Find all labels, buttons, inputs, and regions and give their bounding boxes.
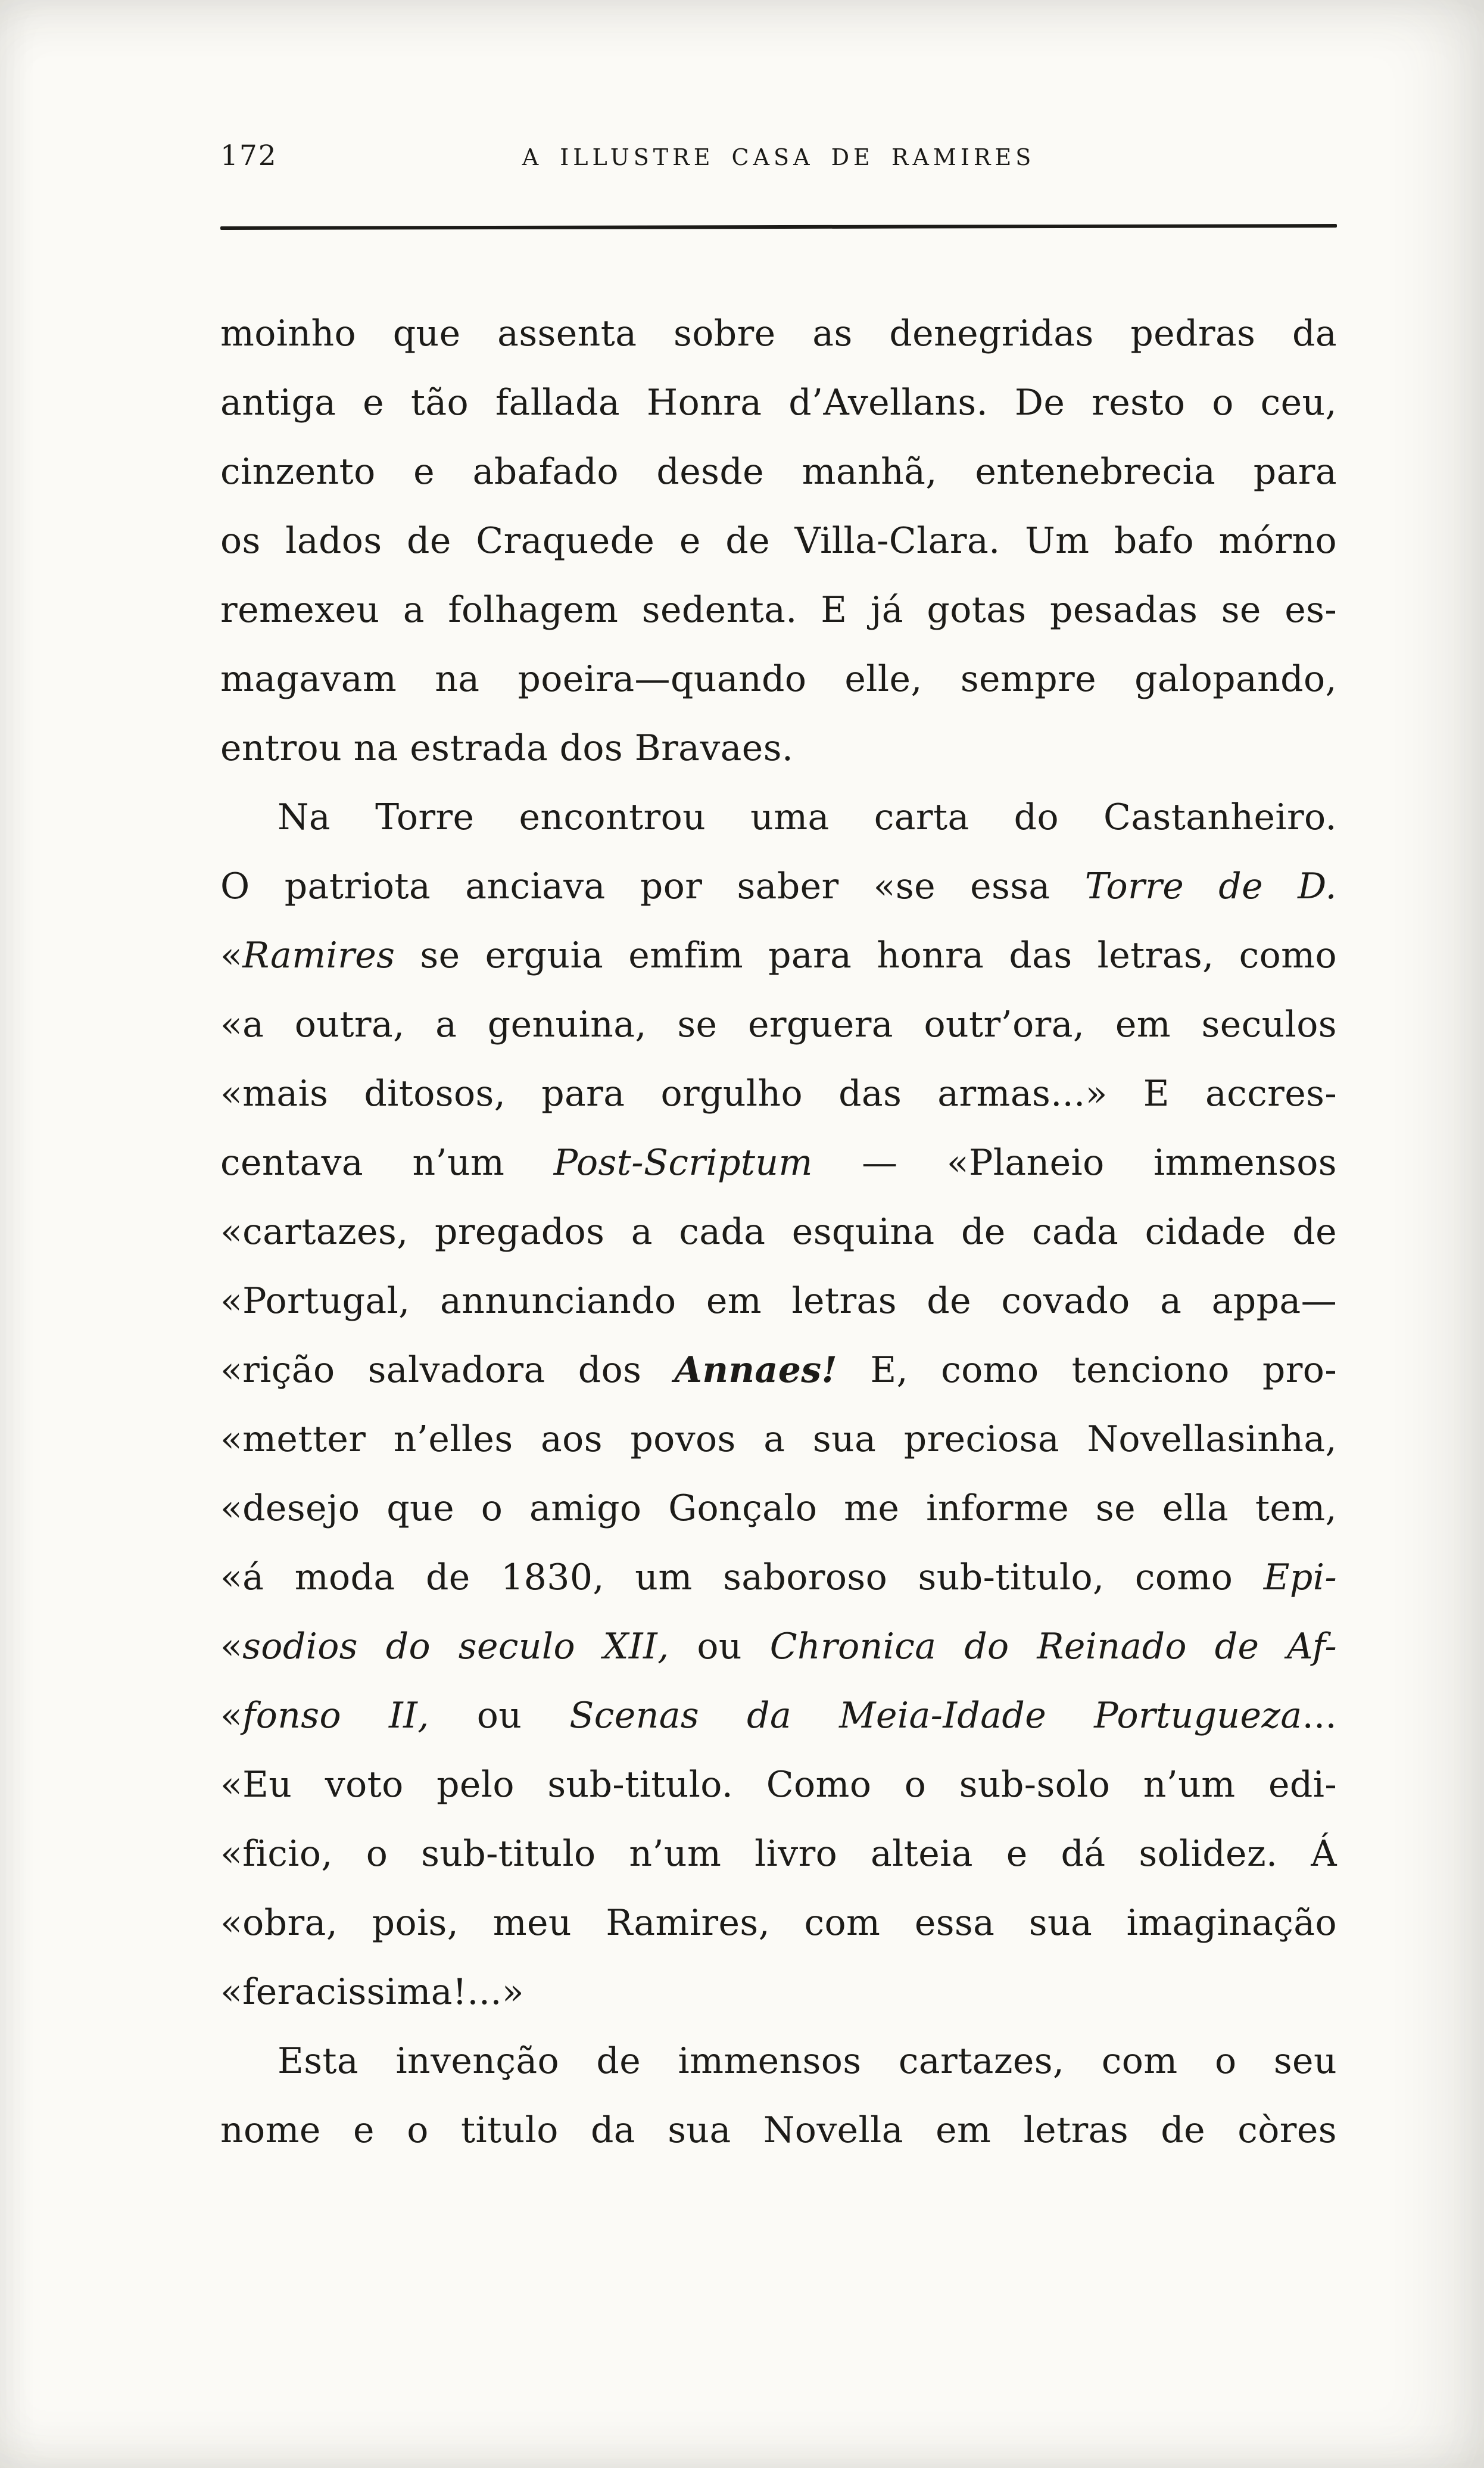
text-line xyxy=(220,1336,1337,1405)
text-segment: ou xyxy=(669,1626,770,1667)
text-segment: «rição salvadora dos xyxy=(220,1349,675,1391)
text-segment: O patriota anciava por saber «se essa xyxy=(220,866,1085,907)
text-line xyxy=(220,575,1337,645)
text-segment: «a outra, a genuina, se erguera outr’ora, em seculos xyxy=(220,1004,1337,1045)
text-line xyxy=(220,714,1337,783)
text-segment: ou xyxy=(429,1695,570,1736)
italic-text-segment: Chronica do Reinado de Af- xyxy=(769,1626,1337,1667)
text-segment: se erguia emfim para honra das letras, como xyxy=(395,935,1337,976)
text-segment: — «Planeio immensos xyxy=(812,1142,1337,1184)
text-segment: entrou na estrada dos Bravaes. xyxy=(220,727,794,769)
text-line xyxy=(220,1128,1337,1197)
text-segment: remexeu a folhagem sedenta. E já gotas pesadas se es- xyxy=(220,589,1337,631)
text-segment: magavam na poeira—quando elle, sempre galopando, xyxy=(220,658,1337,700)
text-line xyxy=(220,437,1337,506)
text-line xyxy=(220,1474,1337,1543)
italic-text-segment: Torre de D. xyxy=(1084,866,1337,907)
text-segment: Na Torre encontrou uma carta do Castanheiro. xyxy=(278,796,1337,838)
italic-text-segment: Epi- xyxy=(1263,1557,1337,1598)
text-line xyxy=(220,1197,1337,1266)
text-segment: «Portugal, annunciando em letras de covado a appa— xyxy=(220,1280,1337,1322)
text-segment: «á moda de 1830, um saboroso sub-titulo, como xyxy=(220,1557,1264,1598)
text-segment: nome e o titulo da sua Novella em letras de còres xyxy=(220,2109,1337,2151)
text-segment: E, como tenciono pro- xyxy=(837,1349,1337,1391)
text-line xyxy=(220,852,1337,921)
text-line xyxy=(220,783,1337,852)
page-content xyxy=(220,0,1337,2165)
text-line xyxy=(220,1612,1337,1681)
text-segment: « xyxy=(220,1626,243,1667)
text-segment: «desejo que o amigo Gonçalo me informe se ella tem, xyxy=(220,1487,1337,1529)
text-line xyxy=(220,368,1337,437)
page-header xyxy=(220,136,1337,183)
text-segment: os lados de Craquede e de Villa-Clara. Um bafo mórno xyxy=(220,520,1337,562)
text-segment: « xyxy=(220,935,243,976)
text-line xyxy=(220,1059,1337,1128)
text-line xyxy=(220,1681,1337,1750)
italic-text-segment: Annaes! xyxy=(674,1349,838,1391)
text-segment: «mais ditosos, para orgulho das armas...» E accres- xyxy=(220,1073,1337,1115)
text-line xyxy=(220,1543,1337,1612)
text-segment: «cartazes, pregados a cada esquina de cada cidade de xyxy=(220,1211,1337,1253)
text-segment: Esta invenção de immensos cartazes, com o seu xyxy=(278,2040,1337,2082)
page-number: 172 xyxy=(220,139,278,172)
italic-text-segment: Scenas da Meia-Idade Portugueza xyxy=(569,1695,1302,1736)
text-segment: moinho que assenta sobre as denegridas pedras da xyxy=(220,313,1337,354)
italic-text-segment: sodios do seculo XII, xyxy=(242,1626,669,1667)
text-line xyxy=(220,921,1337,990)
text-segment: «obra, pois, meu Ramires, com essa sua imaginação xyxy=(220,1902,1337,1944)
text-line xyxy=(220,1888,1337,1957)
running-title: A ILLUSTRE CASA DE RAMIRES xyxy=(522,144,1036,170)
italic-text-segment: fonso II, xyxy=(242,1695,429,1736)
text-segment: « xyxy=(220,1695,243,1736)
text-line xyxy=(220,2096,1337,2165)
text-line xyxy=(220,645,1337,714)
italic-text-segment: Post-Scriptum xyxy=(553,1142,813,1184)
text-segment: ... xyxy=(1302,1695,1337,1736)
text-line xyxy=(220,1957,1337,2027)
text-segment: centava n’um xyxy=(220,1142,554,1184)
text-line xyxy=(220,2027,1337,2096)
text-line xyxy=(220,506,1337,575)
text-line xyxy=(220,1819,1337,1888)
text-line xyxy=(220,1266,1337,1336)
text-segment: «feracissima!...» xyxy=(220,1971,524,2013)
text-line xyxy=(220,299,1337,368)
text-line xyxy=(220,990,1337,1059)
italic-text-segment: Ramires xyxy=(242,935,395,976)
header-rule xyxy=(220,224,1337,230)
text-segment: «Eu voto pelo sub-titulo. Como o sub-solo n’um edi- xyxy=(220,1764,1337,1806)
text-line xyxy=(220,1750,1337,1819)
text-segment: «ficio, o sub-titulo n’um livro alteia e dá solidez. Á xyxy=(220,1833,1337,1875)
text-block xyxy=(220,299,1337,2165)
text-segment: «metter n’elles aos povos a sua preciosa Novellasinha, xyxy=(220,1418,1337,1460)
text-segment: antiga e tão fallada Honra d’Avellans. De resto o ceu, xyxy=(220,382,1337,424)
text-line xyxy=(220,1405,1337,1474)
text-segment: cinzento e abafado desde manhã, entenebrecia para xyxy=(220,451,1337,493)
